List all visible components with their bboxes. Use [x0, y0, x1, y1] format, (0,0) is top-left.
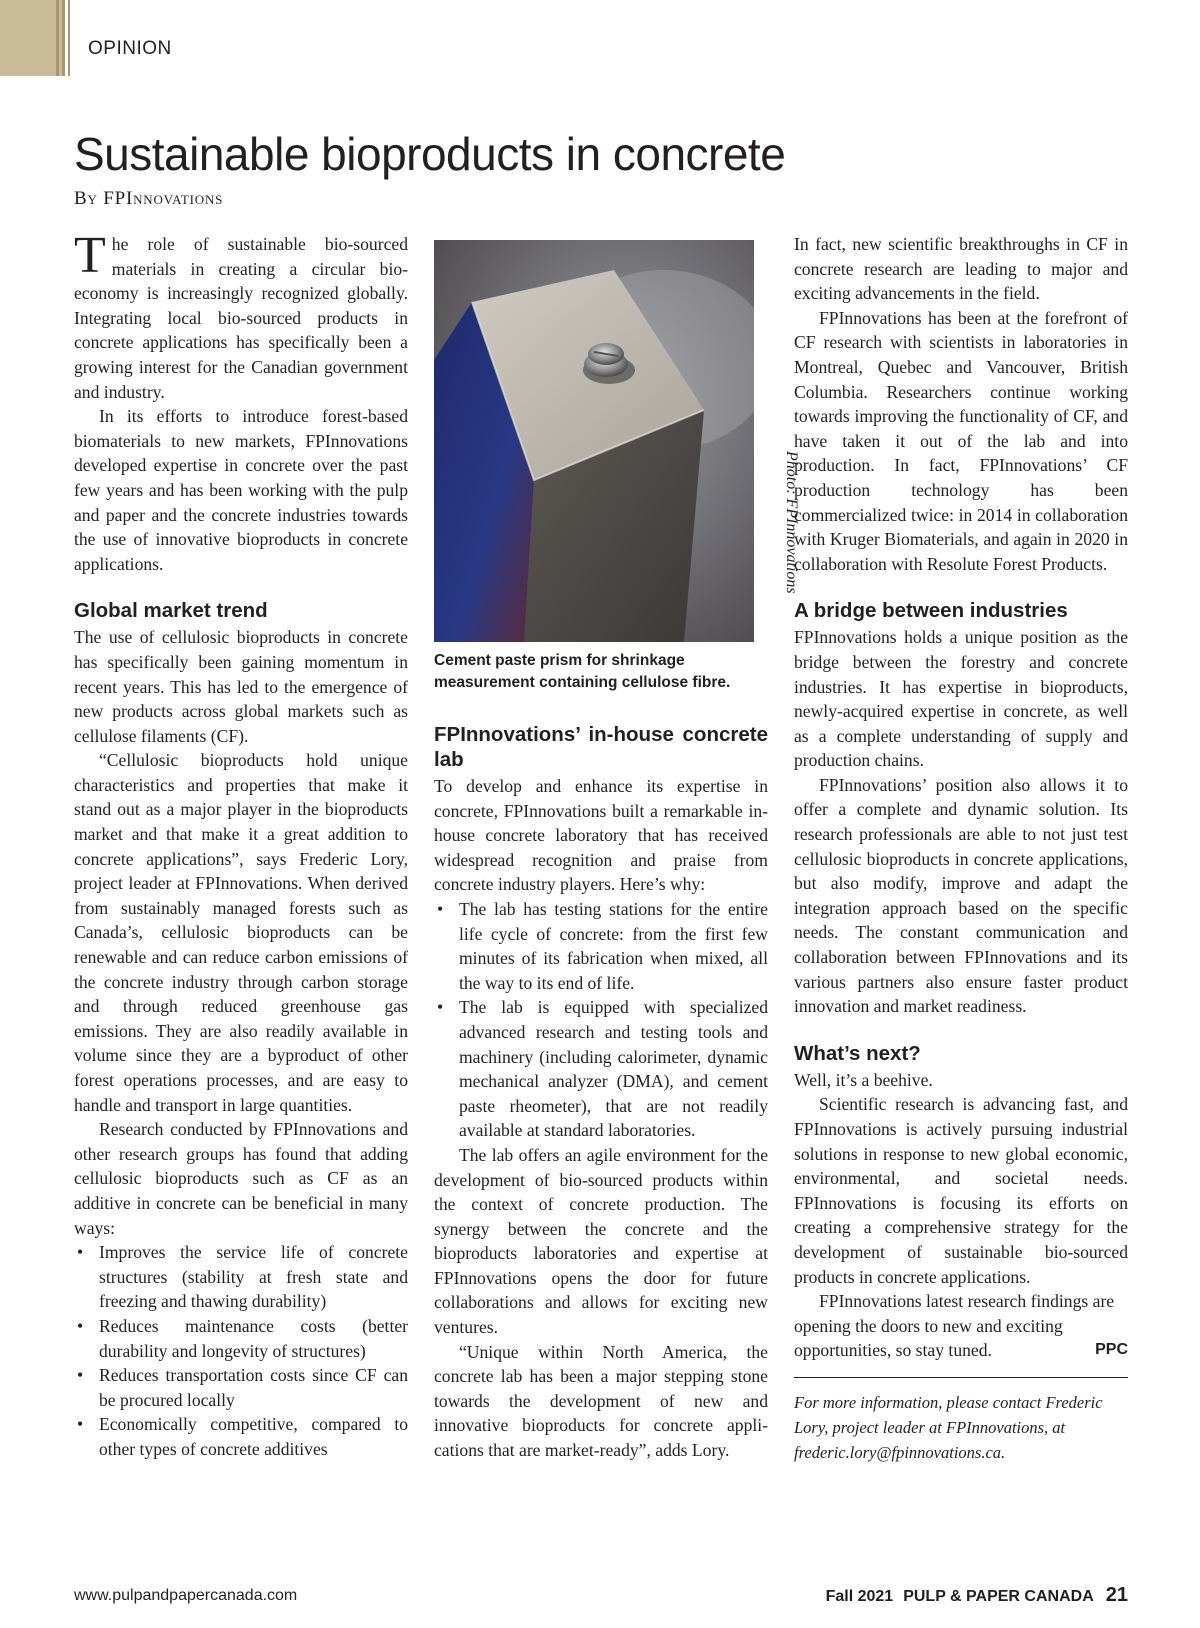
benefits-list	[74, 1240, 408, 1461]
paragraph: FPInnovations’ position also allows it to offer a complete and dynamic solution. Its research professionals are able to not just test cellulosic bioproducts in concrete applications, but also modify, improve and adapt the integration approach based on the specific needs. The constant communication and collaboration between FPInnovations and its various partners also ensure faster product innovation and market readiness.	[794, 774, 1128, 1017]
list-item-text: The lab has testing stations for the entire life cycle of concrete: from the first few minutes of its fabrication when mixed, all the way to its end of life.	[459, 898, 768, 993]
photo-credit: Photo: FPInnovations	[783, 451, 800, 594]
paragraph: “Unique within North America, the concrete lab has been a major stepping stone towards the development of new and innovative bioproducts for concrete applications that are market-ready”, adds Lory.	[434, 1341, 768, 1461]
closing-text: FPInnovations latest research findings are opening the doors to new and exciting opportunities, so stay tuned.	[794, 1291, 1115, 1361]
header-color-band	[0, 0, 64, 76]
column-3	[794, 232, 1128, 1465]
paragraph: Well, it’s a beehive.	[794, 1069, 933, 1090]
paragraph: To develop and enhance its expertise in concrete, FPInnovations built a remarkable in-house concrete laboratory that has received widespread recognition and praise from concrete industry players. Here’s why:	[434, 776, 768, 895]
page-number: 21	[1105, 1584, 1128, 1606]
list-item	[74, 1314, 408, 1363]
bullet-icon: •	[77, 1242, 84, 1263]
footer-url[interactable]: www.pulpandpapercanada.com	[74, 1587, 298, 1604]
list-item-text: The lab is equipped with specialized advanced research and testing tools and machinery (including calorimeter, dynamic mechanical analyzer (DMA), and cement paste rheometer), that are not readily available at standard laboratories.	[459, 997, 768, 1141]
paragraph: In its efforts to introduce forest-based biomaterials to new markets, FPInnovations developed expertise in concrete over the past few years and has been working with the pulp and paper and the concrete industries towards the use of innovative bioproducts in concrete applications.	[74, 406, 408, 574]
contact-note: For more information, please contact Frederic Lory, project leader at FPInnovations, at frederic.lory@fpinnovations.ca.	[794, 1392, 1103, 1462]
article-byline: By FPInnovations	[74, 188, 224, 209]
column-2	[434, 240, 768, 1463]
list-item	[434, 897, 768, 995]
list-item-text: Economically competitive, compared to other types of concrete additives	[99, 1414, 408, 1459]
bullet-icon: •	[437, 997, 444, 1018]
article-title: Sustainable bioproducts in concrete	[74, 128, 786, 180]
subhead-concrete-lab: FPInnovations’ in-house concrete lab	[434, 723, 768, 771]
band-stripe	[62, 0, 65, 76]
paragraph: In fact, new scientific breakthroughs in CF in concrete research are leading to major and exciting advancements in the field.	[794, 234, 1128, 304]
list-item	[434, 995, 768, 1143]
intro-text: he role of sustainable bio-sourced materials in creating a circular bio-economy is increasingly recognized globally. Integrating local bio-sourced products in concrete applications has specifically been a growing interest for the Canadian government and industry.	[74, 234, 408, 402]
intro-paragraph	[74, 227, 408, 404]
paragraph: “Cellulosic bioproducts hold unique characteristics and properties that make it stand out as a major player in the bioproducts market and that make it a great addition to concrete applications”, says Frederic Lory, project leader at FPInnovations. When derived from sustainably managed forests such as Canada’s, cellulosic bioproducts can be renewable and can reduce carbon emissions of the concrete industry through carbon storage and through reduced greenhouse gas emissions. They are also readily available in volume since they are a byproduct of other forest operations processes, and are easy to handle and transport in large quantities.	[74, 750, 408, 1115]
band-stripe	[56, 0, 59, 76]
closing-paragraph	[794, 1289, 1128, 1363]
bullet-icon: •	[437, 898, 444, 919]
paragraph: The use of cellulosic bioproducts in concrete has specifically been gaining momentum in recent years. This has led to the emergence of new products across global markets such as cellulose filaments (CF).	[74, 627, 408, 746]
section-label: OPINION	[88, 38, 172, 59]
band-stripe	[68, 0, 70, 76]
concrete-prism-photo	[434, 240, 754, 642]
subhead-bridge: A bridge between industries	[794, 599, 1068, 623]
magazine-name: PULP & PAPER CANADA	[903, 1588, 1094, 1605]
divider	[794, 1377, 1128, 1378]
list-item	[74, 1363, 408, 1412]
lab-features-list	[434, 897, 768, 1143]
paragraph: FPInnovations has been at the forefront of CF research with scientists in laboratories in Montreal, Quebec and Vancouver, British Columbia. Researchers continue working towards improving the functionality of CF, and have taken it out of the lab and into production. In fact, FPInnovations’ CF production technology has been commercialized twice: in 2014 in collaboration with Kruger Biomaterials, and again in 2020 in collaboration with Resolute Forest Products.	[794, 307, 1128, 574]
list-item-text: Improves the service life of concrete structures (stability at fresh state and freezing and thawing durability)	[99, 1242, 408, 1312]
paragraph: The lab offers an agile environment for the development of bio-sourced products within the context of concrete production. The synergy between the concrete and the bioproducts laboratories and expertise at FPInnovations opens the door for future collaborations and allows for exciting new ventures.	[434, 1144, 768, 1338]
column-1	[74, 227, 408, 1462]
paragraph: Research conducted by FPInnovations and other research groups has found that adding cellulosic bioproducts such as CF as an additive in concrete can be beneficial in many ways:	[74, 1119, 408, 1238]
paragraph: Scientific research is advancing fast, and FPInnovations is actively pursuing industrial solutions in response to new global economic, environmental, and societal needs. FPInnovations is focusing its efforts on creating a comprehensive strategy for the development of sustainable bio-sourced products in concrete applications.	[794, 1094, 1128, 1287]
bullet-icon: •	[77, 1414, 84, 1435]
drop-cap: T	[74, 227, 106, 284]
bullet-icon: •	[77, 1365, 84, 1386]
list-item-text: Reduces maintenance costs (better durability and longevity of structures)	[99, 1315, 408, 1361]
subhead-whats-next: What’s next?	[794, 1041, 921, 1065]
end-mark: PPC	[1095, 1341, 1128, 1359]
paragraph: FPInnovations holds a unique position as the bridge between the forestry and concrete industries. It has expertise in bioproducts, newly-acquired expertise in concrete, as well as a complete understanding of supply and production chains.	[794, 627, 1128, 771]
issue-date: Fall 2021	[825, 1588, 894, 1605]
list-item	[74, 1412, 408, 1461]
bullet-icon: •	[77, 1315, 84, 1336]
list-item	[74, 1240, 408, 1314]
footer-folio	[826, 1584, 1128, 1607]
photo-caption: Cement paste prism for shrinkage measurement containing cellulose fibre.	[434, 652, 731, 691]
list-item-text: Reduces transportation costs since CF can be procured locally	[99, 1365, 408, 1410]
subhead-global-market: Global market trend	[74, 599, 268, 623]
